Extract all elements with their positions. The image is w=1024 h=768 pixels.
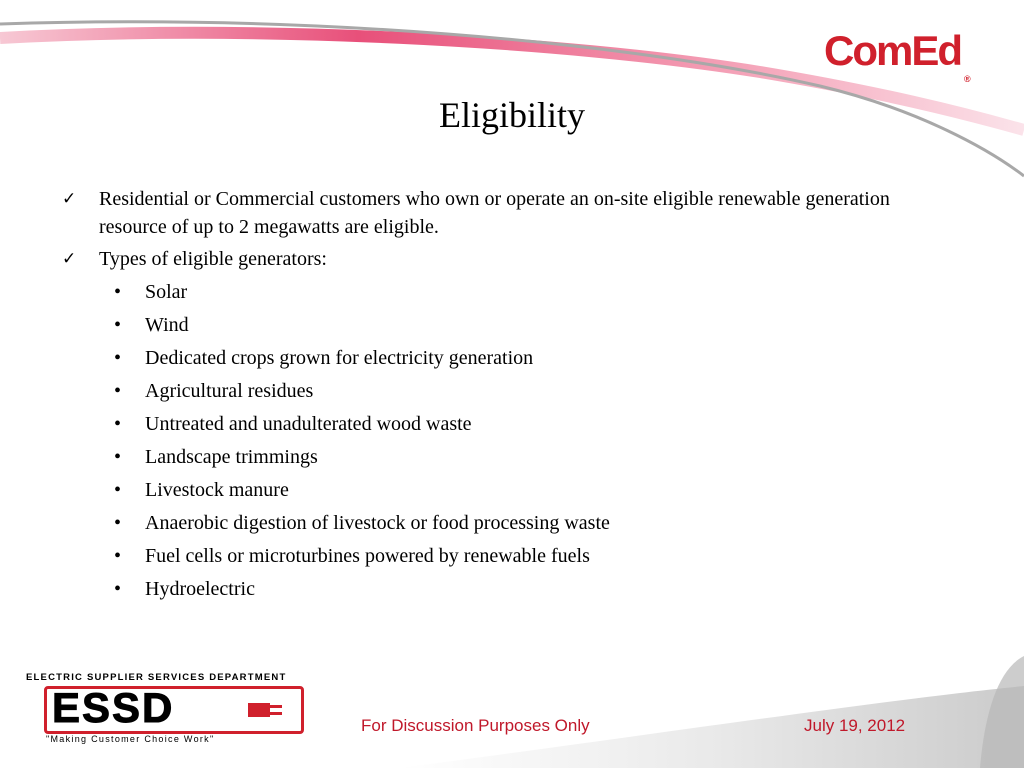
bullet-icon: •: [114, 446, 122, 468]
essd-logo: [22, 670, 312, 748]
slide-content: [62, 185, 942, 603]
bullet-icon: •: [114, 479, 122, 501]
checkmark-icon: ✓: [62, 189, 77, 209]
checkmark-icon: ✓: [62, 249, 77, 269]
generator-item: [62, 311, 942, 339]
bullet-icon: •: [114, 380, 122, 402]
bullet-icon: •: [114, 512, 122, 534]
eligibility-point: [62, 245, 942, 273]
bullet-icon: •: [114, 347, 122, 369]
generator-label: Untreated and unadulterated wood waste: [145, 413, 472, 435]
generator-label: Agricultural residues: [145, 380, 314, 402]
point-text: Residential or Commercial customers who own or operate an on-site eligible renewable generation resource of up to 2 megawatts are eligible.: [99, 188, 890, 238]
generator-label: Anaerobic digestion of livestock or food processing waste: [145, 512, 610, 534]
essd-letters: ESSD: [52, 684, 175, 731]
comed-logo: [824, 27, 971, 84]
generator-item: [62, 410, 942, 438]
bullet-icon: •: [114, 281, 122, 303]
generator-item: [62, 443, 942, 471]
generator-item: [62, 377, 942, 405]
slide-title: Eligibility: [438, 95, 585, 135]
plug-icon: [248, 697, 288, 723]
generator-item: [62, 344, 942, 372]
bullet-icon: •: [114, 578, 122, 600]
discussion-notice: For Discussion Purposes Only: [361, 716, 590, 735]
generator-label: Livestock manure: [145, 479, 289, 501]
generator-item: [62, 575, 942, 603]
department-name: ELECTRIC SUPPLIER SERVICES DEPARTMENT: [26, 672, 287, 683]
eligibility-point: [62, 185, 942, 241]
generator-label: Solar: [145, 281, 188, 303]
generator-label: Dedicated crops grown for electricity generation: [145, 347, 534, 369]
bullet-icon: •: [114, 545, 122, 567]
generator-label: Fuel cells or microturbines powered by renewable fuels: [145, 545, 590, 567]
generator-item: [62, 542, 942, 570]
generator-item: [62, 278, 942, 306]
bullet-icon: •: [114, 314, 122, 336]
generator-label: Hydroelectric: [145, 578, 255, 600]
registered-mark: ®: [964, 74, 971, 84]
generator-label: Landscape trimmings: [145, 446, 318, 468]
generator-item: [62, 476, 942, 504]
generator-item: [62, 509, 942, 537]
generator-label: Wind: [145, 314, 189, 336]
logo-brand: ComEd: [824, 27, 961, 74]
slide-date: July 19, 2012: [804, 716, 906, 735]
essd-tagline: "Making Customer Choice Work": [46, 734, 215, 744]
bullet-icon: •: [114, 413, 122, 435]
point-text: Types of eligible generators:: [99, 248, 327, 270]
